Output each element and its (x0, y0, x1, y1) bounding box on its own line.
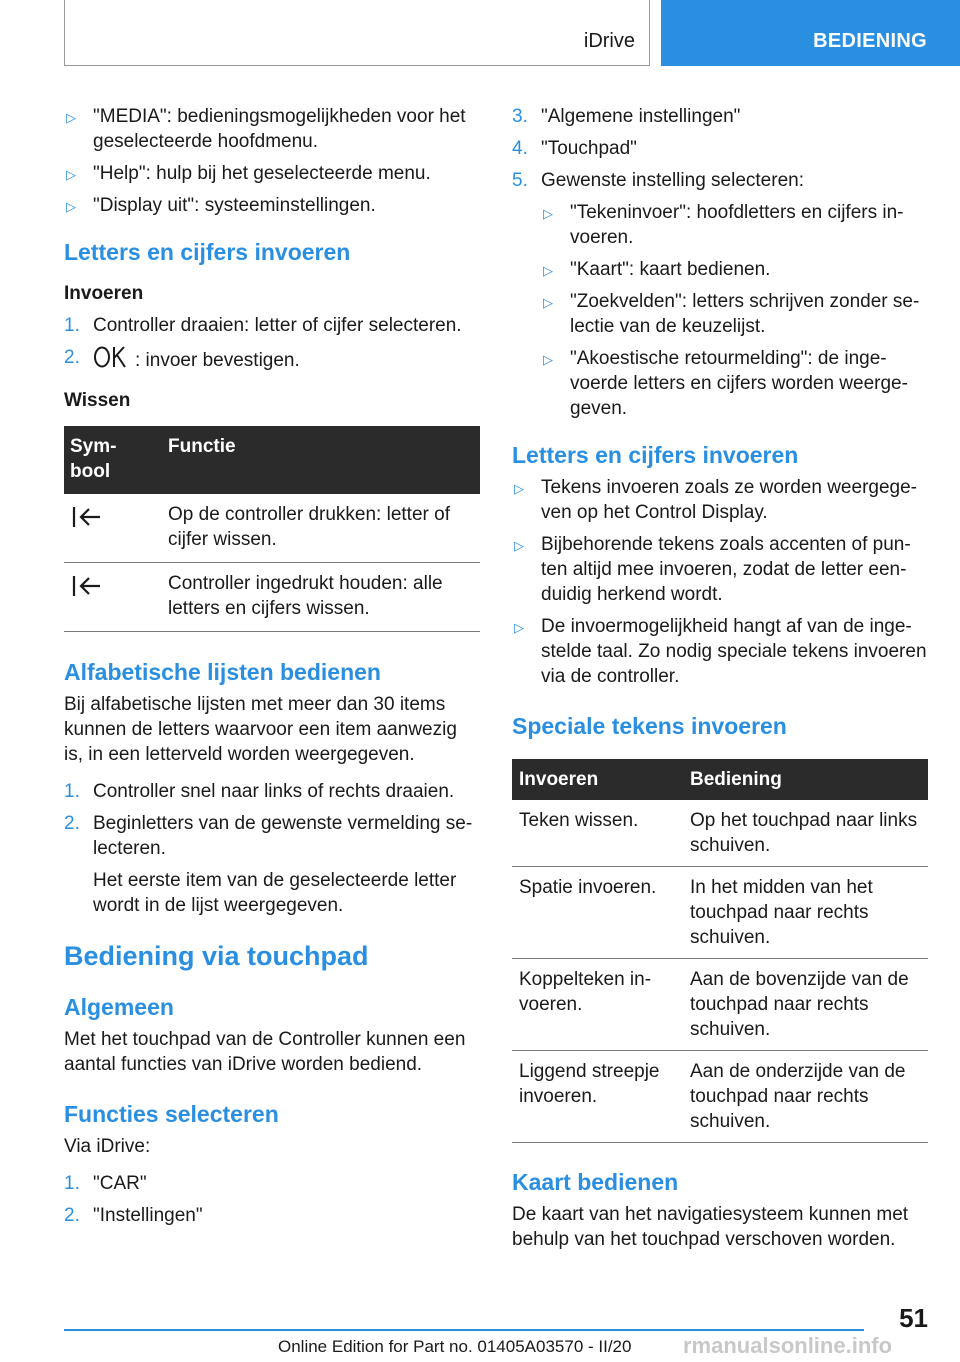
section-heading-letters-right: Letters en cijfers invoeren (512, 442, 799, 468)
algemeen-paragraph: Met het touchpad van de Controller kunnen een aantal functies van iDrive worden bediend. (64, 1029, 466, 1075)
table-row: Liggend streepje invoeren. Aan de onderzijde van de touchpad naar rechts schuiven. (512, 1051, 928, 1143)
list-item: 1. "CAR" (64, 1173, 147, 1194)
table-header: Sym- bool (64, 426, 162, 494)
list-item: 2. Beginletters van de gewenste vermelding se- lecteren. (64, 813, 473, 859)
section-heading-kaart: Kaart bedienen (512, 1169, 679, 1195)
backspace-icon (70, 573, 104, 599)
bullet-icon: ▷ (543, 263, 553, 278)
bullet-icon: ▷ (514, 538, 524, 553)
list-item: 4. "Touchpad" (512, 138, 637, 159)
footer-divider (64, 1329, 864, 1331)
list-item: ▷ Tekens invoeren zoals ze worden weergege- ven op het Control Display. (514, 477, 917, 523)
sub-list-item: ▷ "Zoekvelden": letters schrijven zonder se- lectie van de keuzelijst. (543, 291, 920, 337)
header-chapter-tab (661, 0, 960, 66)
sub-list-item: ▷ "Akoestische retourmelding": de inge- voerde letters en cijfers worden weerge- geven. (543, 348, 908, 419)
list-item: 2. "Instellingen" (64, 1205, 203, 1226)
table-header: Invoeren (512, 759, 683, 800)
bullet-icon: ▷ (66, 199, 76, 214)
left-column (64, 104, 480, 1228)
bullet-icon: ▷ (66, 110, 76, 125)
bullet-icon: ▷ (543, 295, 553, 310)
list-item: 1. Controller snel naar links of rechts draaien. (64, 781, 455, 802)
subheading-functies: Functies selecteren (64, 1101, 279, 1127)
header-chapter-title: BEDIENING (813, 30, 927, 52)
table-header: Functie (162, 426, 480, 494)
section-heading-alpha: Alfabetische lijsten bedienen (64, 659, 381, 685)
bullet-icon: ▷ (543, 206, 553, 221)
section-heading-letters: Letters en cijfers invoeren (64, 239, 351, 265)
section-heading-touchpad: Bediening via touchpad (64, 941, 369, 971)
list-item: ▷ De invoermogelijkheid hangt af van de inge- stelde taal. Zo nodig speciale tekens invoeren via de controller. (514, 616, 927, 687)
list-item: ▷ Bijbehorende tekens zoals accenten of pun- ten altijd mee invoeren, zodat de letter een- duidig herkend wordt. (514, 534, 911, 605)
list-item: 5. Gewenste instelling selecteren: (512, 170, 804, 191)
watermark: rmanualsonline.info (683, 1333, 893, 1358)
list-item: 2. : invoer bevestigen. (64, 347, 300, 371)
list-item: 1. Controller draaien: letter of cijfer selecteren. (64, 315, 462, 336)
bullet-icon: ▷ (514, 481, 524, 496)
list-item: ▷ "Display uit": systeeminstellingen. (64, 193, 480, 218)
subheading-algemeen: Algemeen (64, 994, 174, 1020)
wissen-table (64, 426, 480, 632)
list-item: 3. "Algemene instellingen" (512, 106, 741, 127)
table-row: Op de controller drukken: letter of cijfer wissen. (64, 494, 480, 563)
ok-icon (93, 345, 129, 369)
header-section-title: iDrive (583, 30, 635, 52)
bullet-icon: ▷ (514, 620, 524, 635)
table-header: Bediening (683, 759, 928, 800)
bullet-icon: ▷ (543, 352, 553, 367)
list-item: ▷ "MEDIA": bedieningsmogelijkheden voor het geselecteerde hoofdmenu. (66, 106, 466, 152)
kaart-paragraph: De kaart van het navigatiesysteem kunnen met behulp van het touchpad verschoven worden. (512, 1204, 909, 1250)
bullet-icon: ▷ (66, 167, 76, 182)
list-item: ▷ "Help": hulp bij het geselecteerde menu. (64, 161, 480, 186)
table-row: Teken wissen. Op het touchpad naar links schuiven. (512, 800, 928, 867)
page-number: 51 (899, 1303, 928, 1333)
wissen-label: Wissen (64, 390, 131, 411)
sub-list-item: ▷ "Kaart": kaart bedienen. (541, 257, 928, 282)
section-heading-speciale: Speciale tekens invoeren (512, 713, 787, 739)
table-row: Controller ingedrukt houden: alle letters en cijfers wissen. (64, 563, 480, 632)
speciale-table (512, 759, 928, 1143)
functies-paragraph: Via iDrive: (64, 1136, 151, 1157)
right-column (512, 104, 928, 1252)
invoeren-label: Invoeren (64, 283, 144, 304)
backspace-icon (70, 504, 104, 530)
sub-list-item: ▷ "Tekeninvoer": hoofdletters en cijfers in- voeren. (543, 202, 904, 248)
header-section-box (64, 0, 650, 66)
table-row: Koppelteken in- voeren. Aan de bovenzijde van de touchpad naar rechts schuiven. (512, 959, 928, 1051)
alpha-note: Het eerste item van de geselecteerde letter wordt in de lijst weergegeven. (93, 870, 457, 916)
alpha-paragraph: Bij alfabetische lijsten met meer dan 30 items kunnen de letters waarvoor een item aanwezig is, in een letterveld worden weergegeven. (64, 694, 457, 765)
footer-edition: Online Edition for Part no. 01405A03570 - II/20 (278, 1337, 632, 1356)
table-row: Spatie invoeren. In het midden van het touchpad naar rechts schuiven. (512, 867, 928, 959)
